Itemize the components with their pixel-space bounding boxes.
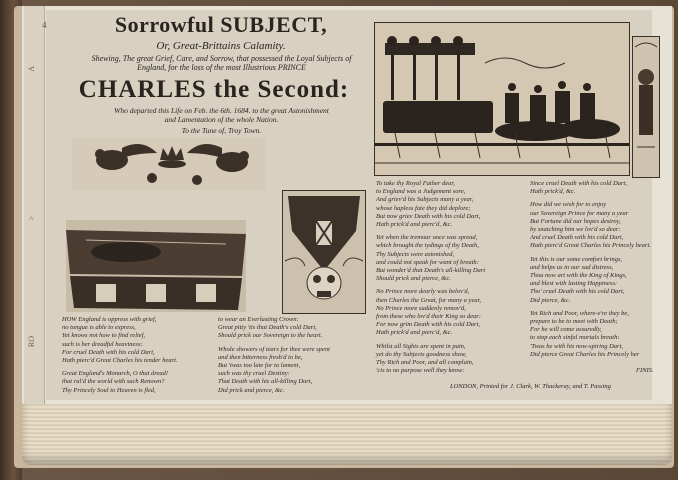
- side-mark: A: [27, 66, 36, 72]
- angels-illustration: [72, 138, 266, 190]
- verse-line: Yet when the tremour once was spread,: [376, 234, 478, 242]
- side-mark: >: [27, 216, 36, 221]
- verse-line: from these who lov'd their King so dear:: [376, 313, 481, 321]
- title-name: CHARLES the Second:: [78, 76, 350, 103]
- verse-line: Yet knows not how to find relief,: [62, 332, 146, 340]
- verse-line: and blest with lasting Happiness:: [530, 280, 618, 288]
- verse-line: Did prick and pierce, &c.: [218, 386, 285, 394]
- verse-line: HOW England is oppress with grief,: [62, 316, 157, 323]
- coffin-illustration: [66, 220, 246, 312]
- page-mark: 4: [42, 20, 47, 30]
- verse-line: no tongue is able to express,: [62, 324, 136, 332]
- verse-line: then Charles the Great, for many a year,: [376, 296, 482, 304]
- verse-line: Great England's Monarch, O that dread!: [62, 370, 169, 378]
- procession-woodcut: [374, 22, 630, 176]
- verse-line: and then bitterness fresh'd to be,: [218, 353, 303, 361]
- figure-illustration: [633, 37, 659, 177]
- verse-line: such was thy cruel Destiny:: [218, 370, 290, 378]
- verse-line: Yet Rich and Poor, where-e're they be,: [530, 309, 629, 317]
- verse-line: No Prince more suddenly remov'd,: [376, 304, 466, 312]
- skull-illustration: [283, 191, 365, 313]
- album-page: [22, 6, 672, 404]
- verse-line: Whilst all Sights are spent in pain,: [376, 342, 466, 350]
- figure-woodcut: [632, 36, 660, 178]
- verse-line: Hath prick'd and pierc'd, &c.: [376, 221, 453, 229]
- verse-line: How did we wish for to enjoy: [530, 201, 607, 209]
- verse-line: 'Twas he with his now-spiring Dart,: [530, 342, 624, 350]
- verse-line: to England was a Judgement sore,: [376, 188, 466, 196]
- verse-line: Hath prick'd and pierc'd, &c.: [376, 329, 453, 337]
- verse-line: Tho' cruel Death with his cold Dart,: [530, 288, 625, 296]
- verse-line: Should prick our Sovereign to the heart.: [218, 332, 323, 340]
- side-strip: [24, 6, 45, 404]
- procession-illustration: [375, 23, 629, 175]
- verse-line: that rul'd the world with such Renown?: [62, 378, 165, 386]
- verse-line: To take thy Royal Father dear,: [376, 180, 455, 187]
- verse-line: But Fortune did our hopes destroy,: [530, 217, 621, 225]
- angels-crown-woodcut: [72, 138, 266, 190]
- verse-line: For he will come assuredly,: [530, 326, 602, 334]
- verse-line: our Sovereign Prince for many a year: [530, 209, 629, 217]
- title-line-1: Sorrowful SUBJECT,: [114, 12, 328, 37]
- skull-hourglass-woodcut: [282, 190, 366, 314]
- verse-line: For cruel Death with his cold Dart,: [62, 348, 155, 356]
- finis-text: FINIS.: [636, 367, 654, 374]
- verse-line: Great pitty 'tis that Death's cold Dart,: [218, 324, 317, 332]
- verse-column-3: [376, 180, 485, 375]
- verse-line: prepare to be to meet with Death;: [530, 318, 618, 326]
- verse-line: to wear an Everlasting Crown:: [218, 316, 299, 323]
- verse-line: Hath pierc'd Great Charles his tender heart.: [62, 357, 178, 365]
- verse-column-4: [530, 180, 651, 359]
- subtitle-line: England, for the loss of the most Illustrious PRINCE: [137, 63, 306, 72]
- departure-text: [54, 106, 389, 124]
- verse-line: Since cruel Death with his cold Dart,: [530, 180, 627, 187]
- verse-line: Hath prick'd, &c.: [530, 188, 576, 196]
- verse-line: Should prick and pierce, &c.: [376, 275, 451, 283]
- imprint-line: LONDON, Printed for J. Clark, W. Thackeray, and T. Passing: [450, 383, 611, 390]
- verse-line: Thy Rich and Poor, and all complain,: [376, 359, 474, 367]
- verse-line: Did pierce, &c.: [530, 296, 571, 304]
- verse-line: But wonder'd that Death's all-killing Dart: [376, 267, 486, 275]
- verse-line: And cruel Death with his cold Dart,: [530, 234, 624, 242]
- verse-line: by snatching him we lov'd so dear:: [530, 226, 621, 234]
- verse-line: Thy Subjects were astonished,: [376, 250, 455, 258]
- verse-line: Hath pierc'd Great Charles his Princely heart.: [530, 242, 651, 250]
- verse-line: Whole showers of tears for thee were spent: [218, 345, 330, 353]
- subtitle-line: Shewing, The great Grief, Care, and Sorrow, that possessed the Loyal Subjects of: [91, 54, 352, 63]
- title-line-2: Or, Great-Brittains Calamity.: [156, 40, 286, 52]
- side-mark: RO: [27, 336, 36, 348]
- verse-line: That Death with his all-killing Dart,: [218, 378, 313, 386]
- departure-line: Who departed this Life on Feb. the 6th. 1684. to the great Astonishment: [114, 106, 329, 115]
- verse-line: Thou now art with the King of Kings,: [530, 272, 627, 280]
- verse-column-2: [218, 316, 330, 395]
- verse-line: which brought the tydings of thy Death,: [376, 242, 479, 250]
- verse-line: such is her dreadful heaviness:: [62, 340, 143, 348]
- verse-line: and helps us in our sad distress,: [530, 263, 614, 271]
- verse-column-1: [62, 316, 178, 395]
- verse-line: But now griev Death with his cold Dart,: [376, 212, 481, 220]
- broadside-sheet: [42, 10, 654, 400]
- verse-line: Thy Princely Soul to Heaven is fled,: [62, 386, 156, 394]
- tune-line: To the Tune of, Troy Town.: [181, 126, 262, 135]
- verse-line: No Prince more dearly was belov'd,: [376, 288, 470, 296]
- verse-line: and could not speak for want of breath:: [376, 258, 479, 266]
- subtitle: [54, 54, 389, 72]
- verse-line: yet do thy Subjects goodness show,: [376, 350, 467, 358]
- verse-line: And griev'd his Subjects many a year,: [376, 196, 474, 204]
- verse-line: But 'twas too late for to lament,: [218, 362, 301, 370]
- verse-line: 'cis to no purpose well they know:: [376, 367, 465, 375]
- departure-line: and Lamentation of the whole Nation.: [164, 115, 279, 124]
- verse-line: Yet this is our some comfort brings,: [530, 255, 623, 263]
- verse-line: For now grim Death with his cold Dart,: [376, 321, 481, 329]
- verse-line: whose hapless fate they did deplore;: [376, 204, 471, 212]
- verse-line: to stop each sinful mortals breath:: [530, 334, 620, 342]
- verse-line: Did pierce Great Charles his Princely her: [530, 350, 640, 358]
- coffin-woodcut: [66, 220, 246, 312]
